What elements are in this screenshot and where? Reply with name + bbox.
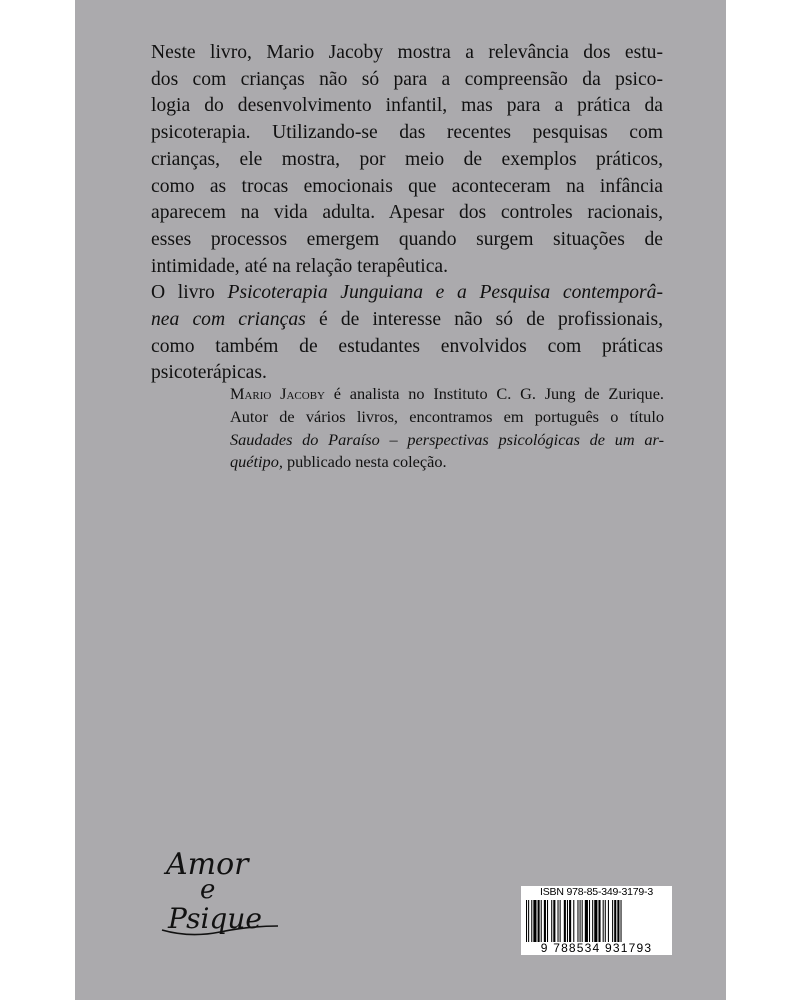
author-bio-line: Autor de vários livros, encontramos em português o título — [230, 406, 664, 426]
barcode-icon — [524, 900, 669, 942]
barcode-bar — [558, 900, 559, 942]
author-bio — [230, 383, 664, 474]
barcode-bar — [612, 900, 613, 942]
barcode-bar — [594, 900, 597, 942]
barcode-bar — [567, 900, 568, 942]
book-title-italic: Psicoterapia Junguiana e a Pesquisa contemporâ- — [227, 282, 663, 304]
barcode-bar — [526, 900, 527, 942]
author-bio-line — [230, 429, 664, 452]
author-bio-text: é analista no Instituto C. G. Jung de Zurique. — [324, 384, 664, 403]
blurb-paragraph-1 — [151, 40, 663, 280]
barcode-bar — [585, 900, 588, 942]
blurb-text: O livro — [151, 282, 228, 304]
barcode-bar — [551, 900, 552, 942]
barcode-bar — [538, 900, 540, 942]
barcode-bar — [605, 900, 606, 942]
blurb-line: Neste livro, Mario Jacoby mostra a relevância dos estu- — [151, 42, 663, 63]
barcode-bar — [531, 900, 532, 942]
barcode-bar — [617, 900, 619, 942]
book-title-italic: quétipo, — [230, 452, 283, 472]
author-bio-line — [230, 383, 664, 406]
logo-word-e: e — [200, 875, 216, 905]
barcode-bar — [544, 900, 546, 942]
author-name: Mario Jacoby — [230, 384, 325, 403]
blurb-line: crianças, ele mostra, por meio de exemplos práticos, — [151, 148, 663, 170]
blurb-line: como também de estudantes envolvidos com práticas — [151, 335, 663, 357]
barcode-bar — [577, 900, 578, 942]
barcode-bar — [621, 900, 622, 942]
barcode-bar — [592, 900, 593, 942]
book-title-italic: nea com crianças — [151, 309, 306, 331]
author-bio-line — [230, 451, 664, 474]
blurb-line — [151, 307, 663, 334]
barcode-bar — [547, 900, 548, 942]
blurb-line: aparecem na vida adulta. Apesar dos controles racionais, — [151, 202, 663, 224]
barcode-bar — [598, 900, 600, 942]
barcode-bar — [553, 900, 555, 942]
blurb-line — [151, 280, 663, 307]
blurb-line: dos com crianças não só para a compreensão da psico- — [151, 68, 663, 90]
blurb-paragraph-2 — [151, 280, 663, 387]
barcode-bar — [560, 900, 561, 942]
barcode-bar — [608, 900, 609, 942]
barcode-bar — [541, 900, 542, 942]
barcode-bar — [528, 900, 529, 942]
book-title-italic: Saudades do Paraíso – perspectivas psicológicas de um ar- — [230, 429, 664, 449]
barcode-digits: 9 788534 931793 — [540, 941, 653, 955]
book-blurb — [151, 40, 663, 387]
isbn-label: ISBN 978-85-349-3179-3 — [540, 886, 653, 898]
logo-word-psique: Psique — [168, 902, 262, 935]
barcode-bar — [580, 900, 581, 942]
isbn-barcode-block — [521, 886, 672, 955]
blurb-line: como as trocas emocionais que aconteceram na infância — [151, 175, 663, 197]
barcode-bar — [569, 900, 571, 942]
barcode-bar — [614, 900, 616, 942]
blurb-line: psicoterápicas. — [151, 362, 267, 384]
logo-word-amor: Amor — [166, 847, 249, 882]
blurb-line: intimidade, até na relação terapêutica. — [151, 255, 449, 277]
barcode-bar — [564, 900, 566, 942]
barcode-bar — [533, 900, 536, 942]
back-cover — [75, 0, 726, 1000]
blurb-line: psicoterapia. Utilizando-se das recentes pesquisas com — [151, 122, 663, 144]
barcode-bar — [603, 900, 604, 942]
blurb-text: é de interesse não só de profissionais, — [305, 309, 663, 331]
barcode-bar — [573, 900, 574, 942]
amor-e-psique-logo — [160, 840, 280, 940]
barcode-bar — [589, 900, 590, 942]
author-bio-text: publicado nesta coleção. — [282, 452, 447, 472]
blurb-line: esses processos emergem quando surgem situações de — [151, 228, 663, 250]
barcode-bar — [582, 900, 583, 942]
blurb-line: logia do desenvolvimento infantil, mas para a prática da — [151, 95, 663, 117]
